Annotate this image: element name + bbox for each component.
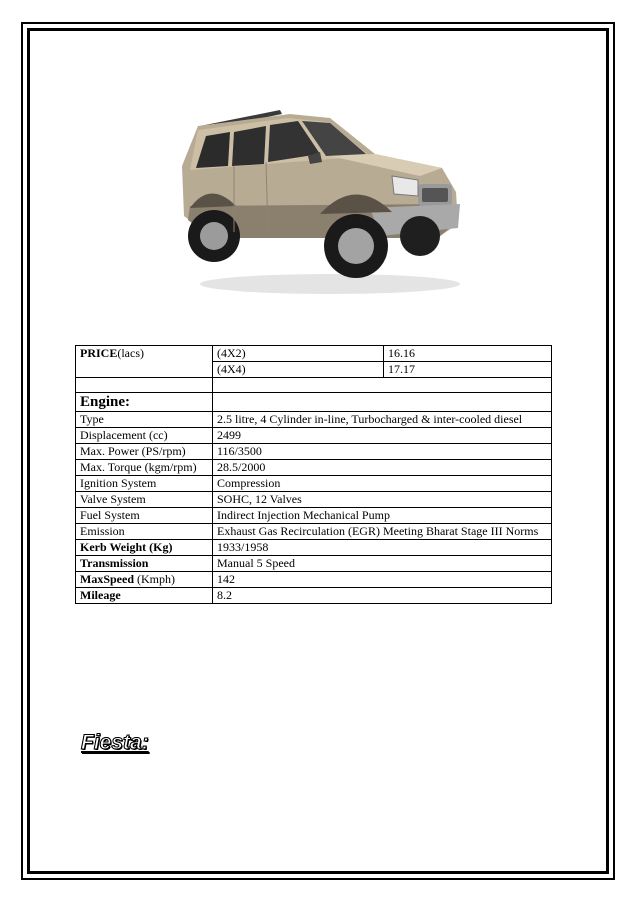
spec-value: 2499	[213, 428, 552, 444]
transmission-label: Transmission	[76, 556, 213, 572]
spec-value: SOHC, 12 Valves	[213, 492, 552, 508]
specs-table	[75, 345, 552, 604]
spec-value: Compression	[213, 476, 552, 492]
spec-label: Type	[76, 412, 213, 428]
fiesta-heading: Fiesta:	[81, 731, 149, 754]
spec-label: Displacement (cc)	[76, 428, 213, 444]
table-row	[76, 476, 552, 492]
table-row	[76, 572, 552, 588]
table-row	[76, 524, 552, 540]
table-row	[76, 508, 552, 524]
table-row	[76, 412, 552, 428]
table-row	[76, 540, 552, 556]
kerb-weight-label: Kerb Weight (Kg)	[76, 540, 213, 556]
table-row	[76, 428, 552, 444]
price-drive-4x2: (4X2)	[213, 346, 384, 362]
max-speed-label: MaxSpeed (Kmph)	[76, 572, 213, 588]
max-speed-value: 142	[213, 572, 552, 588]
price-value-4x4: 17.17	[384, 362, 552, 378]
table-row	[76, 492, 552, 508]
table-row	[76, 346, 552, 362]
table-row	[76, 556, 552, 572]
table-row	[76, 460, 552, 476]
spec-value: Exhaust Gas Recirculation (EGR) Meeting Bharat Stage III Norms	[213, 524, 552, 540]
price-label: PRICE(lacs)	[76, 346, 213, 378]
price-drive-4x4: (4X4)	[213, 362, 384, 378]
spec-label: Valve System	[76, 492, 213, 508]
spec-label: Max. Power (PS/rpm)	[76, 444, 213, 460]
engine-heading: Engine:	[76, 393, 213, 412]
spec-value: Indirect Injection Mechanical Pump	[213, 508, 552, 524]
table-row	[76, 444, 552, 460]
spec-label: Emission	[76, 524, 213, 540]
transmission-value: Manual 5 Speed	[213, 556, 552, 572]
table-row	[76, 393, 552, 412]
table-row	[76, 588, 552, 604]
spec-label: Fuel System	[76, 508, 213, 524]
spec-value: 2.5 litre, 4 Cylinder in-line, Turbocharged & inter-cooled diesel	[213, 412, 552, 428]
price-value-4x2: 16.16	[384, 346, 552, 362]
spec-value: 28.5/2000	[213, 460, 552, 476]
mileage-label: Mileage	[76, 588, 213, 604]
kerb-weight-value: 1933/1958	[213, 540, 552, 556]
spec-label: Max. Torque (kgm/rpm)	[76, 460, 213, 476]
table-row	[76, 378, 552, 393]
spec-label: Ignition System	[76, 476, 213, 492]
spec-value: 116/3500	[213, 444, 552, 460]
suv-image	[170, 96, 470, 306]
mileage-value: 8.2	[213, 588, 552, 604]
